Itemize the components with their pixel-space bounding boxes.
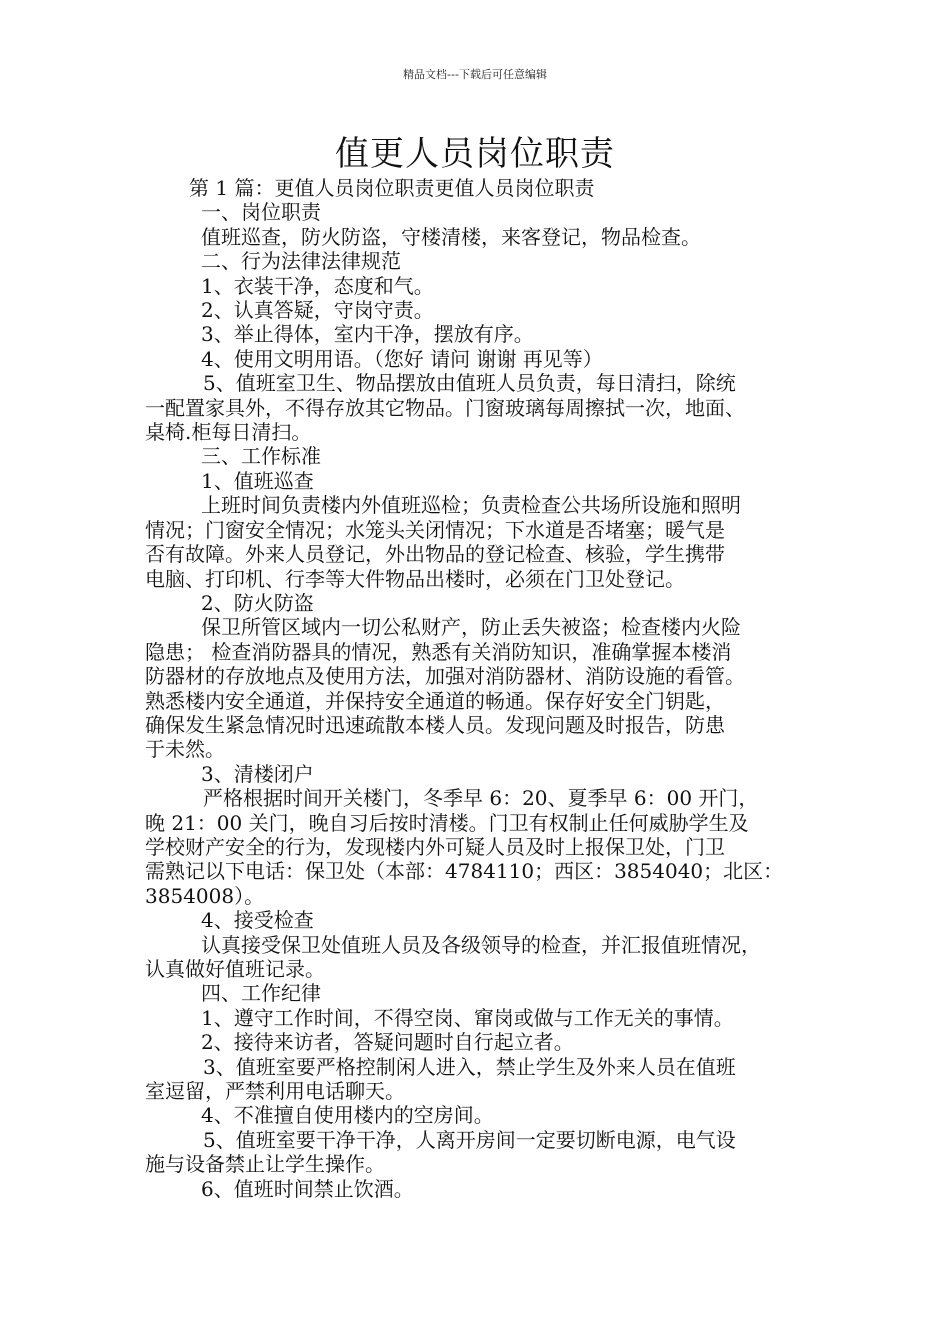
paragraph-line: 认真做好值班记录。 [145,957,325,981]
section-heading-3: 三、工作标准 [201,444,321,469]
paragraph-line: 学校财产安全的行为，发现楼内外可疑人员及时上报保卫处，门卫 [145,834,725,859]
paragraph-line: 于未然。 [145,737,225,762]
paragraph-line: 晚 21：00 关门，晚自习后按时清楼。门卫有权制止任何威胁学生及 [145,810,749,835]
section-heading-1: 一、岗位职责 [201,200,321,225]
document-title: 值更人员岗位职责 [335,134,615,174]
list-item: 1、遵守工作时间，不得空岗、窜岗或做与工作无关的事情。 [201,1005,734,1030]
paragraph-line: 施与设备禁止让学生操作。 [145,1152,385,1177]
paragraph-line: 3854008）。 [145,883,265,908]
list-item: 5、值班室要干净干净，人离开房间一定要切断电源，电气设 [203,1127,736,1152]
paragraph-line: 保卫所管区域内一切公私财产，防止丢失被盗；检查楼内火险 [201,615,741,640]
page-header: 精品文档---下载后可任意编辑 [403,68,547,81]
section-heading-4: 四、工作纪律 [201,981,321,1006]
paragraph-line: 电脑、打印机、行李等大件物品出楼时，必须在门卫处登记。 [145,566,685,591]
list-item: 2、接待来访者，答疑问题时自行起立者。 [201,1030,574,1055]
subsection-heading: 2、防火防盗 [201,590,314,615]
list-item: 3、值班室要严格控制闲人进入，禁止学生及外来人员在值班 [203,1054,736,1079]
list-item: 4、使用文明用语。（您好 请问 谢谢 再见等） [201,346,603,371]
paragraph-line: 桌椅.柜每日清扫。 [145,420,312,445]
paragraph-line: 严格根据时间开关楼门，冬季早 6：20、夏季早 6：00 开门， [203,786,759,811]
list-item: 6、值班时间禁止饮酒。 [201,1176,414,1201]
list-item: 4、不准擅自使用楼内的空房间。 [201,1103,494,1128]
paragraph-line: 否有故障。外来人员登记，外出物品的登记检查、核验，学生携带 [145,542,725,567]
paragraph-line: 熟悉楼内安全通道，并保持安全通道的畅通。保存好安全门钥匙， [145,688,725,713]
subsection-heading: 4、接受检查 [201,908,314,933]
paragraph-line: 需熟记以下电话：保卫处（本部：4784110；西区：3854040；北区： [145,859,784,884]
paragraph-line: 上班时间负责楼内外值班巡检；负责检查公共场所设施和照明 [201,493,741,518]
list-item: 1、衣装干净，态度和气。 [201,273,434,298]
list-item: 3、举止得体，室内干净，摆放有序。 [201,322,534,347]
subsection-heading: 1、值班巡查 [201,468,314,493]
paragraph-line: 室逗留，严禁利用电话聊天。 [145,1079,405,1104]
list-item: 2、认真答疑，守岗守责。 [201,298,434,323]
paragraph-line: 一配置家具外，不得存放其它物品。门窗玻璃每周擦拭一次，地面、 [145,395,745,420]
article-heading: 第 1 篇：更值人员岗位职责更值人员岗位职责 [189,176,595,200]
section-heading-2: 二、行为法律法律规范 [201,249,401,274]
paragraph-line: 确保发生紧急情况时迅速疏散本楼人员。发现问题及时报告，防患 [145,712,725,737]
paragraph-line: 情况；门窗安全情况；水笼头关闭情况；下水道是否堵塞；暖气是 [145,517,725,542]
paragraph-line: 防器材的存放地点及使用方法，加强对消防器材、消防设施的看管。 [145,664,745,689]
paragraph-line: 隐患； 检查消防器具的情况，熟悉有关消防知识，准确掌握本楼消 [145,639,732,664]
document-body [145,176,827,1201]
paragraph-line: 值班巡查，防火防盗，守楼清楼，来客登记，物品检查。 [201,224,701,249]
subsection-heading: 3、清楼闭户 [201,761,314,786]
paragraph-line: 认真接受保卫处值班人员及各级领导的检查，并汇报值班情况， [201,932,761,957]
list-item: 5、值班室卫生、物品摆放由值班人员负责，每日清扫，除统 [203,371,736,396]
